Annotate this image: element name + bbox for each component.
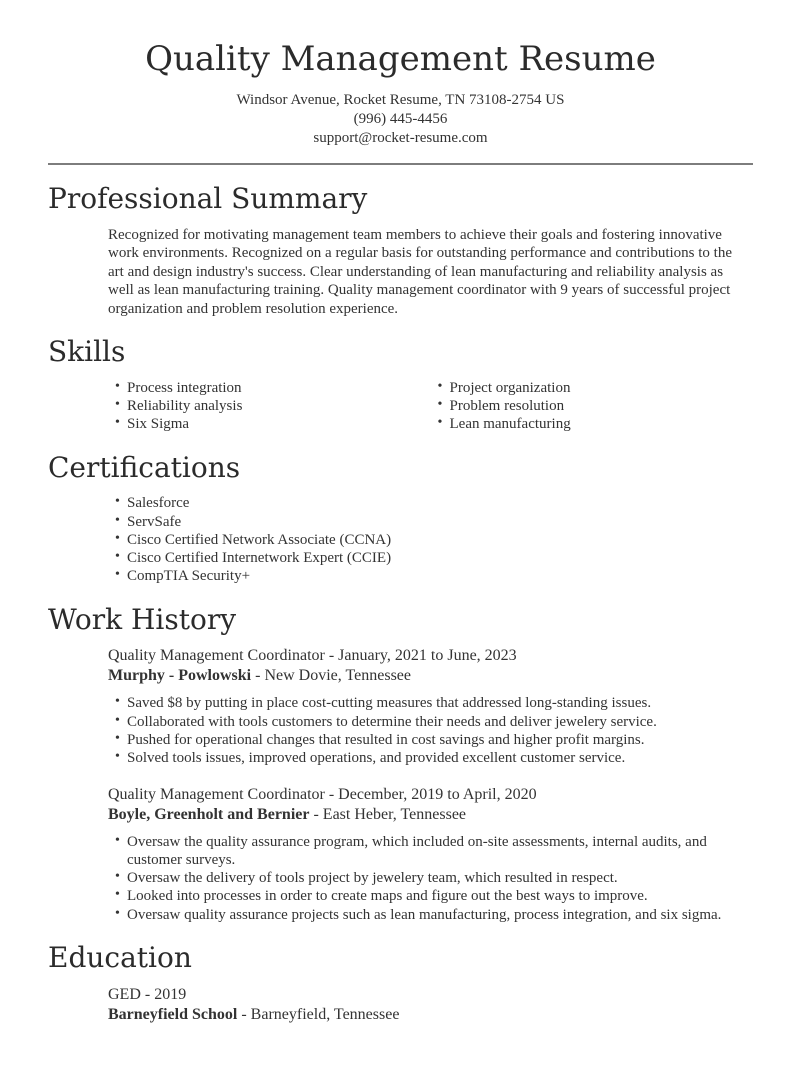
skills-grid	[108, 379, 753, 434]
job-title-line	[108, 646, 753, 666]
skill-item: • Problem resolution	[450, 397, 754, 415]
job-entry	[108, 646, 753, 767]
job-dates: December, 2019 to April, 2020	[338, 785, 537, 803]
skill-item: • Process integration	[127, 379, 431, 397]
certification-item: • Cisco Certified Internetwork Expert (CCIE)	[127, 549, 753, 567]
job-entry	[108, 785, 753, 924]
section-heading-skills: Skills	[48, 335, 126, 369]
skill-item: • Project organization	[450, 379, 754, 397]
job-bullet: • Oversaw the delivery of tools project by jewelery team, which resulted in respect.	[127, 869, 753, 887]
contact-address: Windsor Avenue, Rocket Resume, TN 73108-2754 US	[236, 92, 565, 109]
contact-phone: (996) 445-4456	[353, 111, 448, 128]
certification-item: • Cisco Certified Network Associate (CCNA)	[127, 531, 753, 549]
education-degree: GED	[108, 985, 141, 1003]
job-bullet: • Oversaw the quality assurance program, which included on-site assessments, internal audits, and customer surveys.	[127, 833, 753, 870]
skill-item: • Six Sigma	[127, 415, 431, 433]
company-name: Boyle, Greenholt and Bernier	[108, 805, 310, 823]
separator: -	[140, 985, 155, 1003]
separator: -	[309, 805, 323, 823]
certification-item: • Salesforce	[127, 494, 753, 512]
job-location: New Dovie, Tennessee	[264, 667, 411, 685]
section-heading-summary: Professional Summary	[48, 182, 368, 216]
job-bullet-list	[108, 833, 753, 924]
job-bullet: • Collaborated with tools customers to determine their needs and deliver jewelery service.	[127, 713, 753, 731]
job-bullet: • Oversaw quality assurance projects such as lean manufacturing, process integration, and six sigma.	[127, 906, 753, 924]
skill-item: • Lean manufacturing	[450, 415, 754, 433]
job-bullet-list	[108, 694, 753, 767]
job-company-line	[108, 805, 753, 825]
certification-item: • ServSafe	[127, 513, 753, 531]
section-heading-certifications: Certifications	[48, 450, 241, 484]
job-dates: January, 2021 to June, 2023	[338, 647, 517, 665]
page-title: Quality Management Resume	[145, 39, 656, 79]
contact-email: support@rocket-resume.com	[313, 130, 488, 147]
job-bullet: • Looked into processes in order to create maps and figure out the best ways to improve.	[127, 887, 753, 905]
job-bullet: • Saved $8 by putting in place cost-cutting measures that addressed long-standing issues.	[127, 694, 753, 712]
education-degree-line	[108, 985, 753, 1005]
skills-column-right	[431, 379, 754, 434]
certifications-list	[108, 494, 753, 585]
separator: -	[237, 1005, 251, 1023]
company-name: Murphy - Powlowski	[108, 667, 252, 685]
skills-column-left	[108, 379, 431, 434]
job-location: East Heber, Tennessee	[322, 805, 467, 823]
skill-item: • Reliability analysis	[127, 397, 431, 415]
education-location: Barneyfield, Tennessee	[250, 1005, 400, 1023]
separator: -	[324, 647, 339, 665]
header-divider-rule	[48, 163, 753, 165]
job-title-line	[108, 785, 753, 805]
summary-text: Recognized for motivating management team members to achieve their goals and fostering innovative work environments. Recognized on a regular basis for outstanding performance and contributions to the art and design industry's success. Clear understanding of lean manufacturing and reliability analysis as well as lean manufacturing training. Quality management coordinator with 9 years of successful project organization and problem resolution experience.	[108, 226, 732, 317]
certification-item: • CompTIA Security+	[127, 567, 753, 585]
education-year: 2019	[154, 985, 187, 1003]
separator: -	[251, 667, 265, 685]
job-title: Quality Management Coordinator	[108, 647, 325, 665]
section-heading-work-history: Work History	[48, 602, 237, 636]
separator: -	[324, 785, 339, 803]
education-school-line	[108, 1005, 753, 1025]
job-bullet: • Solved tools issues, improved operations, and provided excellent customer service.	[127, 749, 753, 767]
contact-block	[48, 91, 753, 148]
section-heading-education: Education	[48, 941, 192, 975]
job-title: Quality Management Coordinator	[108, 785, 325, 803]
school-name: Barneyfield School	[108, 1005, 238, 1023]
job-company-line	[108, 666, 753, 686]
job-bullet: • Pushed for operational changes that resulted in cost savings and higher profit margins.	[127, 731, 753, 749]
